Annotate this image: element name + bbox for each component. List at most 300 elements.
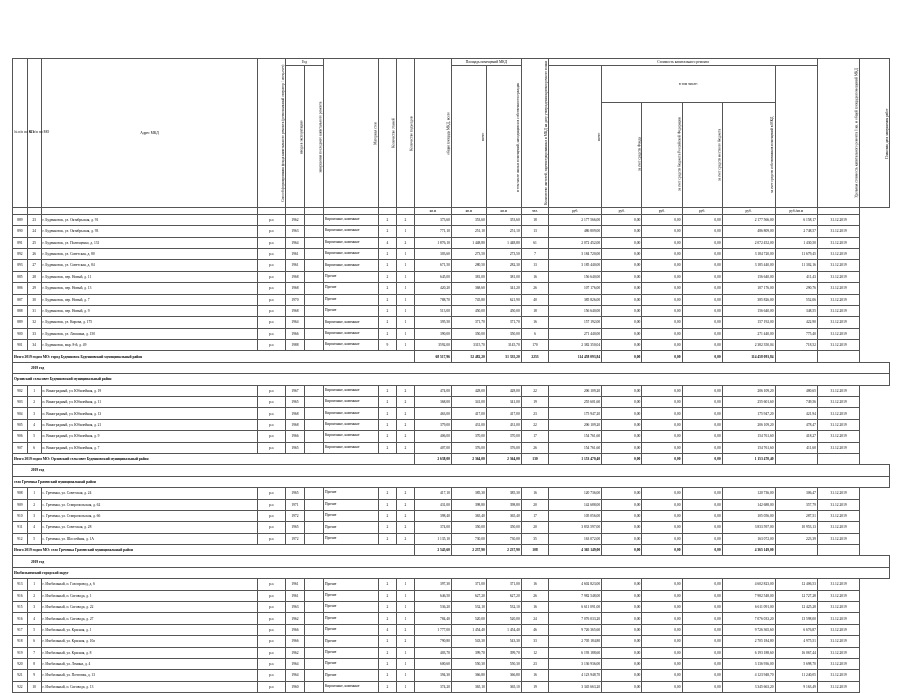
cell-addr: г. Буденновск, ул. Советская, д. 84 — [41, 260, 258, 271]
cell-al: 550,30 — [486, 659, 521, 670]
cell-y: 1966 — [285, 431, 304, 442]
cell-al: 376,00 — [486, 442, 521, 453]
total-row — [13, 351, 890, 362]
cell-w: Кирпичные, каменные — [323, 226, 378, 237]
cell-aa: 353,60 — [451, 214, 486, 225]
cell-aa: 365,40 — [451, 510, 486, 521]
cell-y: 1968 — [285, 305, 304, 316]
col-no-kp: № п/п по КП — [13, 59, 28, 208]
cell-cb: 0,00 — [642, 488, 682, 499]
cell-en: 1 — [396, 681, 414, 692]
cell-a: 919 — [13, 647, 28, 658]
cell-w: Прочие — [323, 522, 378, 533]
table-row — [13, 499, 890, 510]
unit-cell: руб. — [602, 207, 642, 214]
cell-co: 486 809,00 — [722, 226, 775, 237]
cell-a: 902 — [13, 385, 28, 396]
cell-co: 156 640,00 — [722, 271, 775, 282]
cell-r: 35 — [521, 533, 549, 544]
cell-f: р.о. — [258, 670, 286, 681]
cell-ct: 6 193 188,60 — [549, 647, 602, 658]
cell-f: р.о. — [258, 248, 286, 259]
cell-cb: 0,00 — [642, 419, 682, 430]
table-row — [13, 408, 890, 419]
cell-a: 920 — [13, 659, 28, 670]
total-cf: 0,00 — [602, 453, 642, 464]
cell-y: 1968 — [285, 271, 304, 282]
cell-cl: 0,00 — [682, 214, 722, 225]
cell-cf: 0,00 — [602, 636, 642, 647]
col-cost-total: всего — [549, 66, 602, 208]
cell-w: Прочие — [323, 636, 378, 647]
cell-w: Прочие — [323, 590, 378, 601]
cell-a: 922 — [13, 681, 28, 692]
cell-w: Прочие — [323, 659, 378, 670]
cell-w: Прочие — [323, 499, 378, 510]
cell-en: 2 — [396, 522, 414, 533]
cell-b: 1 — [27, 385, 41, 396]
cell-d: 31.12.2019 — [817, 624, 859, 635]
cell-al: 371,70 — [486, 317, 521, 328]
cell-r: 19 — [521, 681, 549, 692]
cell-r: 170 — [521, 340, 549, 351]
cell-d: 31.12.2019 — [817, 522, 859, 533]
unit-cell: руб. — [549, 207, 602, 214]
cell-r: 6 — [521, 328, 549, 339]
cell-u: 11 240,05 — [775, 670, 817, 681]
cell-cf: 0,00 — [602, 624, 642, 635]
cell-w: Прочие — [323, 579, 378, 590]
cell-ta: 513,00 — [414, 305, 451, 316]
cell-ct: 7 076 033,20 — [549, 613, 602, 624]
cell-u: 12 425,28 — [775, 602, 817, 613]
cell-cf: 0,00 — [602, 488, 642, 499]
cell-al: 417,00 — [486, 408, 521, 419]
cell-y: 1970 — [285, 294, 304, 305]
section-label: Изобильненский городской округ — [13, 567, 890, 578]
table-row — [13, 237, 890, 248]
cell-al: 450,00 — [486, 305, 521, 316]
unit-cell: кв.м — [414, 207, 451, 214]
cell-u: 287,51 — [775, 510, 817, 521]
cell-r: 13 — [521, 226, 549, 237]
cell-d: 31.12.2019 — [817, 602, 859, 613]
cell-cb: 0,00 — [642, 385, 682, 396]
cell-u: 357,79 — [775, 499, 817, 510]
year-row — [13, 362, 890, 373]
cell-r: 23 — [521, 659, 549, 670]
table-row — [13, 260, 890, 271]
cell-co: 206 109,20 — [722, 419, 775, 430]
cell-en: 1 — [396, 283, 414, 294]
table-row — [13, 248, 890, 259]
cell-en: 2 — [396, 214, 414, 225]
cell-y: 1972 — [285, 533, 304, 544]
cell-en: 1 — [396, 260, 414, 271]
cell-en: 1 — [396, 317, 414, 328]
cell-ct: 9 726 365,60 — [549, 624, 602, 635]
table-row — [13, 488, 890, 499]
cell-cf: 0,00 — [602, 510, 642, 521]
cell-a: 904 — [13, 408, 28, 419]
cell-f: р.о. — [258, 408, 286, 419]
cell-cb: 0,00 — [642, 214, 682, 225]
cell-ct: 7 982 548,00 — [549, 590, 602, 601]
cell-ct: 2 072 452,00 — [549, 237, 602, 248]
cell-ct: 4 123 948,70 — [549, 670, 602, 681]
cell-fl: 2 — [378, 431, 396, 442]
cell-al: 385,30 — [486, 488, 521, 499]
cell-aa: 365,10 — [451, 681, 486, 692]
cell-y: 1963 — [285, 226, 304, 237]
cell-f: р.о. — [258, 328, 286, 339]
section-row — [13, 476, 890, 487]
cell-a: 913 — [13, 579, 28, 590]
cell-b: 9 — [27, 670, 41, 681]
cell-cl: 0,00 — [682, 579, 722, 590]
cell-r: 61 — [521, 237, 549, 248]
table-row — [13, 442, 890, 453]
table-row — [13, 590, 890, 601]
cell-addr: г. Изобильный, п. Сиговода, д. 1 — [41, 590, 258, 601]
cell-b: 2 — [27, 590, 41, 601]
cell-en: 2 — [396, 624, 414, 635]
cell-cf: 0,00 — [602, 419, 642, 430]
cell-w: Прочие — [323, 647, 378, 658]
cell-co: 107 176,00 — [722, 283, 775, 294]
cell-u: 290,76 — [775, 283, 817, 294]
cell-cl: 0,00 — [682, 226, 722, 237]
cell-r: 22 — [521, 419, 549, 430]
cell-fl: 2 — [378, 408, 396, 419]
cell-u: 749,56 — [775, 397, 817, 408]
cell-aa: 428,00 — [451, 385, 486, 396]
cell-u: 9 163,49 — [775, 681, 817, 692]
cell-w: Прочие — [323, 305, 378, 316]
cell-y: 1967 — [285, 385, 304, 396]
total-cl: 0,00 — [682, 453, 722, 464]
cell-addr: г. Изобильный, ул. Красная, д. 10а — [41, 636, 258, 647]
cell-al: 428,00 — [486, 385, 521, 396]
cell-d: 31.12.2019 — [817, 659, 859, 670]
cell-f: р.о. — [258, 522, 286, 533]
cell-r: 20 — [521, 522, 549, 533]
cell-a: 917 — [13, 624, 28, 635]
cell-co: 3 833 597,00 — [722, 522, 775, 533]
cell-a: 905 — [13, 419, 28, 430]
cell-w: Кирпичные, каменные — [323, 431, 378, 442]
cell-y: 1964 — [285, 659, 304, 670]
cell-w: Кирпичные, каменные — [323, 260, 378, 271]
cell-ct: 255 601,60 — [549, 397, 602, 408]
cell-u: 775,40 — [775, 328, 817, 339]
cell-cb: 0,00 — [642, 340, 682, 351]
cell-ct: 206 109,20 — [549, 419, 602, 430]
cell-fl: 2 — [378, 670, 396, 681]
cell-aa: 366,80 — [451, 670, 486, 681]
cell-en: 1 — [396, 659, 414, 670]
cell-y: 1961 — [285, 248, 304, 259]
cell-cb: 0,00 — [642, 624, 682, 635]
cell-cb: 0,00 — [642, 260, 682, 271]
total-label: Итого 2019 годом МО: Орловский сельсовет Буденновский муниципальный район — [13, 453, 415, 464]
cell-en: 2 — [396, 636, 414, 647]
total-cb: 0,00 — [642, 545, 682, 556]
cell-b: 30 — [27, 294, 41, 305]
cell-co: 120 736,00 — [722, 488, 775, 499]
cell-addr: с. Греченка, ул. Ставропольская, д. 66 — [41, 510, 258, 521]
cell-b: 8 — [27, 659, 41, 670]
cell-cf: 0,00 — [602, 647, 642, 658]
total-ta: 68 517,96 — [414, 351, 451, 362]
cell-en: 2 — [396, 397, 414, 408]
cell-d: 31.12.2019 — [817, 647, 859, 658]
cell-f: р.о. — [258, 305, 286, 316]
cell-co: 157 192,00 — [722, 317, 775, 328]
year-row — [13, 465, 890, 476]
cell-ct: 2 705 184,80 — [549, 636, 602, 647]
cell-ta: 374,20 — [414, 681, 451, 692]
cell-co: 163 072,00 — [722, 533, 775, 544]
cell-ta: 788,70 — [414, 294, 451, 305]
cell-d: 31.12.2019 — [817, 442, 859, 453]
cell-r: 17 — [521, 510, 549, 521]
cell-w: Кирпичные, каменные — [323, 317, 378, 328]
cell-cl: 0,00 — [682, 681, 722, 692]
cell-ct: 2 177 566,00 — [549, 214, 602, 225]
cell-y: 1964 — [285, 237, 304, 248]
cell-b: 1 — [27, 488, 41, 499]
cell-cb: 0,00 — [642, 613, 682, 624]
col-cost-fund: за счет средств Фонда — [602, 102, 642, 207]
cell-addr: п. Виноградный, ул. Юбилейная, д. 7 — [41, 442, 258, 453]
cell-cl: 0,00 — [682, 317, 722, 328]
cell-u: 478,47 — [775, 419, 817, 430]
cell-d: 31.12.2019 — [817, 248, 859, 259]
cell-b: 23 — [27, 214, 41, 225]
cell-aa: 520,00 — [451, 613, 486, 624]
cell-r: 40 — [521, 294, 549, 305]
cell-cb: 0,00 — [642, 499, 682, 510]
cell-a: 906 — [13, 431, 28, 442]
cell-w: Кирпичные, каменные — [323, 408, 378, 419]
cell-ct: 3 184 720,00 — [549, 248, 602, 259]
cell-d: 31.12.2019 — [817, 613, 859, 624]
cell-r: 22 — [521, 385, 549, 396]
cell-cb: 0,00 — [642, 647, 682, 658]
cell-cb: 0,00 — [642, 659, 682, 670]
cell-cf: 0,00 — [602, 522, 642, 533]
cell-cl: 0,00 — [682, 624, 722, 635]
cell-al: 371,00 — [486, 579, 521, 590]
cell-aa: 745,80 — [451, 294, 486, 305]
cell-ct: 4 602 823,00 — [549, 579, 602, 590]
cell-r: 33 — [521, 636, 549, 647]
cell-cl: 0,00 — [682, 522, 722, 533]
cell-en: 1 — [396, 248, 414, 259]
cell-aa: 371,00 — [451, 579, 486, 590]
cell-al: 520,00 — [486, 613, 521, 624]
cell-co: 7 982 548,00 — [722, 590, 775, 601]
cell-fl: 2 — [378, 294, 396, 305]
cell-addr: п. Виноградный, ул. Юбилейная, д. 21 — [41, 419, 258, 430]
total-label: Итого 2019 годом МО: город Буденновск Буденновский муниципальный район — [13, 351, 415, 362]
cell-addr: г. Изобильный, ул. Красная, д. 8 — [41, 647, 258, 658]
cell-addr: г. Буденновск, пер. Новый, д. 13 — [41, 283, 258, 294]
col-area-living: в том числе жилых помещений, находящихся в собственности граждан — [486, 66, 521, 208]
cell-ta: 303,60 — [414, 248, 451, 259]
cell-r: 24 — [521, 613, 549, 624]
cell-fl: 4 — [378, 237, 396, 248]
cell-a: 916 — [13, 590, 28, 601]
cell-fl: 2 — [378, 659, 396, 670]
cell-a: 885 — [13, 271, 28, 282]
cell-r: 20 — [521, 499, 549, 510]
cell-a: 915 — [13, 602, 28, 613]
year-label: 2019 год — [13, 556, 890, 567]
table-row — [13, 613, 890, 624]
cell-b: 25 — [27, 237, 41, 248]
cell-ta: 645,00 — [414, 271, 451, 282]
total-cf: 0,00 — [602, 351, 642, 362]
cell-addr: г. Изобильный, п. Сиговода, д. 13 — [41, 681, 258, 692]
cell-cb: 0,00 — [642, 579, 682, 590]
cell-cl: 0,00 — [682, 260, 722, 271]
cell-w: Прочие — [323, 283, 378, 294]
cell-cf: 0,00 — [602, 260, 642, 271]
table-row — [13, 328, 890, 339]
cell-u: 2 748,57 — [775, 226, 817, 237]
year-label: 2019 год — [13, 362, 890, 373]
cell-r: 19 — [521, 397, 549, 408]
cell-cl: 0,00 — [682, 670, 722, 681]
table-row — [13, 283, 890, 294]
cell-al: 273,50 — [486, 248, 521, 259]
cell-co: 4 123 948,70 — [722, 670, 775, 681]
cell-co: 255 601,60 — [722, 397, 775, 408]
total-row — [13, 453, 890, 464]
cell-aa: 450,00 — [451, 305, 486, 316]
cell-al: 350,00 — [486, 522, 521, 533]
cell-cb: 0,00 — [642, 226, 682, 237]
cell-cl: 0,00 — [682, 385, 722, 396]
cell-addr: с. Греченка, ул. Ставропольская, д. 62 — [41, 499, 258, 510]
cell-d: 31.12.2019 — [817, 340, 859, 351]
cell-y: 1961 — [285, 590, 304, 601]
total-cf: 0,00 — [602, 545, 642, 556]
cell-y: 1964 — [285, 670, 304, 681]
cell-aa: 3315,70 — [451, 340, 486, 351]
total-cb: 0,00 — [642, 453, 682, 464]
cell-ta: 394,30 — [414, 670, 451, 681]
cell-ta: 406,00 — [414, 431, 451, 442]
cell-co: 3 184 720,00 — [722, 248, 775, 259]
cell-cb: 0,00 — [642, 522, 682, 533]
cell-b: 2 — [27, 397, 41, 408]
cell-addr: г. Изобильный, п. Сиговода, д. 22 — [41, 602, 258, 613]
cell-y: 1966 — [285, 624, 304, 635]
cell-y: 1965 — [285, 522, 304, 533]
cell-cl: 0,00 — [682, 283, 722, 294]
cell-addr: с. Греченка, ул. Советская, д. 24 — [41, 488, 258, 499]
cell-u: 10 953,13 — [775, 522, 817, 533]
cell-r: 16 — [521, 602, 549, 613]
cell-a: 887 — [13, 294, 28, 305]
cell-al: 1 448,80 — [486, 237, 521, 248]
cell-r: 26 — [521, 442, 549, 453]
cell-a: 893 — [13, 260, 28, 271]
cell-u: 12 727,28 — [775, 590, 817, 601]
cell-ta: 431,00 — [414, 499, 451, 510]
cell-w: Прочие — [323, 533, 378, 544]
cell-aa: 371,70 — [451, 317, 486, 328]
cell-ta: 790,80 — [414, 636, 451, 647]
cell-f: р.о. — [258, 226, 286, 237]
cell-cf: 0,00 — [602, 385, 642, 396]
cell-co: 142 688,00 — [722, 499, 775, 510]
cell-a: 921 — [13, 670, 28, 681]
cell-ta: 1 777,00 — [414, 624, 451, 635]
cell-b: 6 — [27, 442, 41, 453]
cell-w: Прочие — [323, 510, 378, 521]
cell-r: 18 — [521, 214, 549, 225]
cell-f: р.о. — [258, 510, 286, 521]
total-label: Итого 2019 годом МО: село Греченка Грачевский муниципальный район — [13, 545, 415, 556]
cell-al: 365,40 — [486, 510, 521, 521]
unit-cell: руб./кв.м — [775, 207, 817, 214]
total-r: 108 — [521, 545, 549, 556]
cell-addr: г. Изобильный, п. Сиговода, д. 27 — [41, 613, 258, 624]
cell-cf: 0,00 — [602, 533, 642, 544]
cell-en: 2 — [396, 510, 414, 521]
cell-b: 6 — [27, 636, 41, 647]
cell-addr: с. Греченка, ул. Советская, д. 28 — [41, 522, 258, 533]
cell-aa: 730,00 — [451, 533, 486, 544]
col-cost-local: за счет средств местного бюджета — [682, 102, 722, 207]
cell-ta: 373,60 — [414, 214, 451, 225]
cell-aa: 532,10 — [451, 602, 486, 613]
cell-b: 2 — [27, 499, 41, 510]
cell-u: 306,47 — [775, 488, 817, 499]
col-total-area: общая площадь МКД, всего — [414, 59, 451, 208]
cell-f: р.о. — [258, 499, 286, 510]
cell-cb: 0,00 — [642, 510, 682, 521]
cell-al: 1 454,40 — [486, 624, 521, 635]
cell-b: 29 — [27, 283, 41, 294]
cell-cb: 0,00 — [642, 283, 682, 294]
cell-u: 13 598,00 — [775, 613, 817, 624]
table-row — [13, 226, 890, 237]
cell-aa: 251,10 — [451, 226, 486, 237]
cell-r: 16 — [521, 670, 549, 681]
cell-fl: 2 — [378, 214, 396, 225]
cell-cf: 0,00 — [602, 283, 642, 294]
col-cost-group: Стоимость капитального ремонта — [549, 59, 818, 66]
cell-ct: 385 826,00 — [549, 294, 602, 305]
cell-cf: 0,00 — [602, 670, 642, 681]
cell-b: 31 — [27, 305, 41, 316]
cell-u: 480,65 — [775, 385, 817, 396]
cell-al: 398,80 — [486, 499, 521, 510]
cell-en: 2 — [396, 431, 414, 442]
cell-a: 889 — [13, 214, 28, 225]
cell-cf: 0,00 — [602, 408, 642, 419]
cell-y: 1961 — [285, 260, 304, 271]
cell-w: Прочие — [323, 488, 378, 499]
cell-d: 31.12.2019 — [817, 397, 859, 408]
cell-fl: 2 — [378, 488, 396, 499]
cell-y: 1962 — [285, 647, 304, 658]
